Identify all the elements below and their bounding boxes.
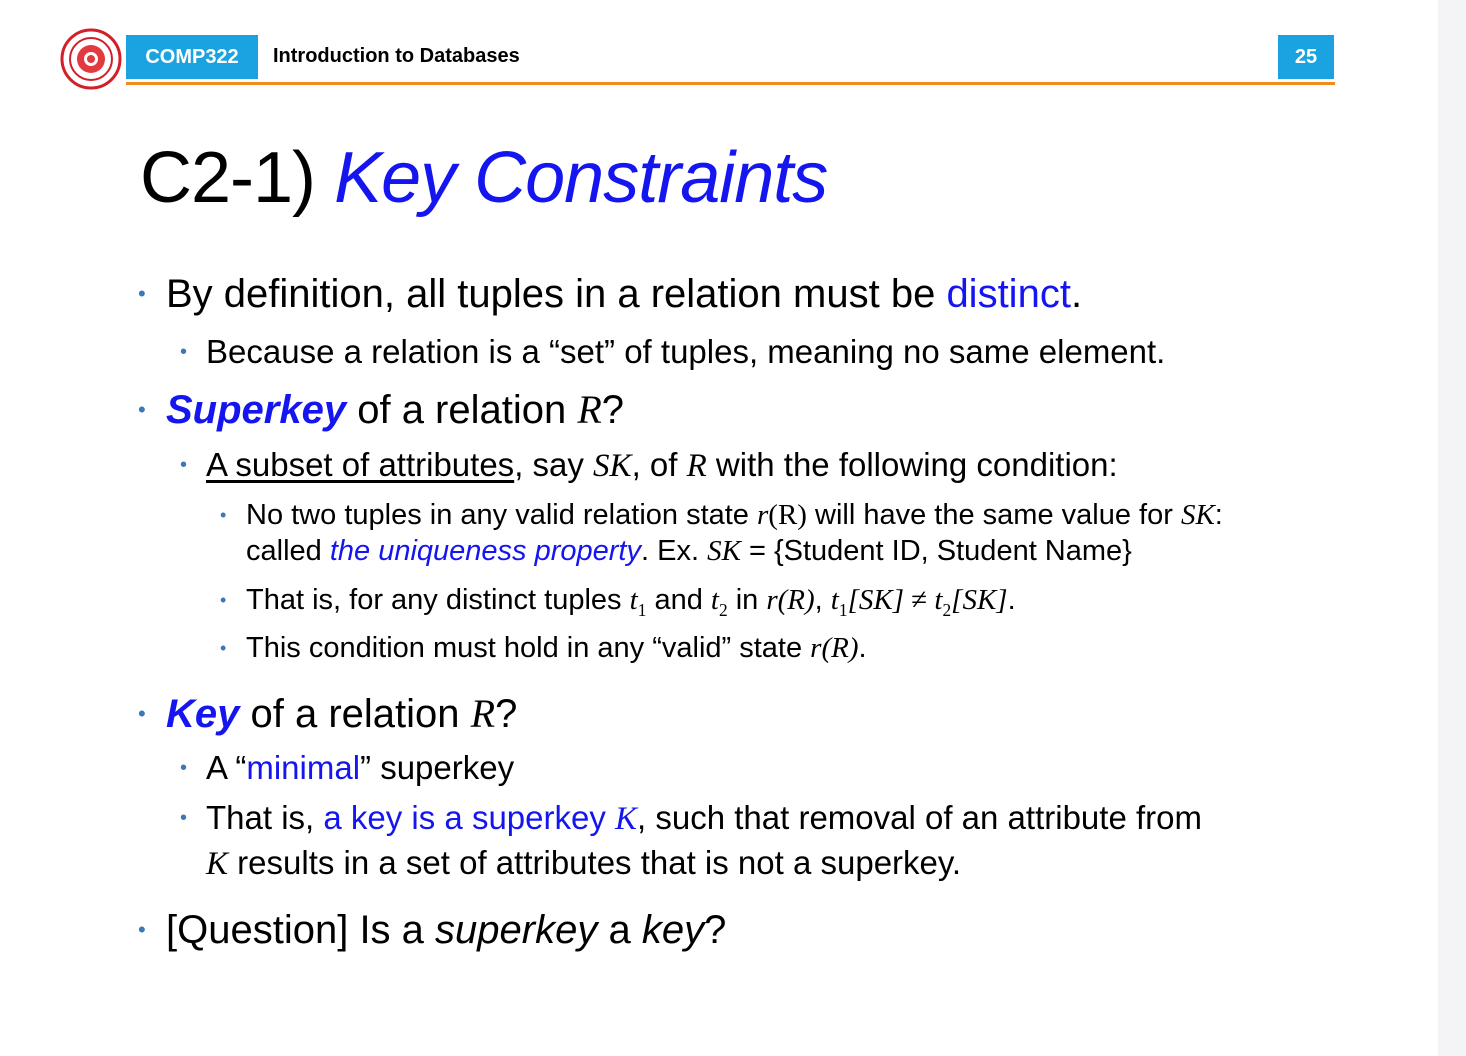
- bullet-dot: •: [220, 638, 227, 658]
- bullet-key-definition-line1: • That is, a key is a superkey K, such that removal of an attribute from: [180, 799, 1202, 837]
- bullet-uniqueness-line2: called the uniqueness property. Ex. SK = {Student ID, Student Name}: [246, 535, 1132, 567]
- university-seal-icon: [60, 28, 122, 90]
- course-name: Introduction to Databases: [273, 45, 520, 67]
- page-number-badge: 25: [1278, 35, 1334, 79]
- bullet-dot: •: [180, 757, 188, 779]
- bullet-distinct-tuples: • That is, for any distinct tuples $t_1$ and $t_2$ in r(R), $t_1[SK] \ne t_2[SK]$.: [220, 584, 1016, 620]
- bullet-dot: •: [220, 505, 227, 525]
- bullet-distinct: • By definition, all tuples in a relation must be distinct.: [138, 272, 1083, 316]
- bullet-key: • Key of a relation R?: [138, 691, 518, 736]
- title-accent: Key Constraints: [334, 138, 828, 218]
- bullet-dot: •: [180, 454, 188, 476]
- bullet-dot: •: [138, 397, 146, 422]
- bullet-minimal-superkey: • A “minimal” superkey: [180, 749, 515, 786]
- bullet-dot: •: [138, 917, 146, 942]
- bullet-superkey: • Superkey of a relation R?: [138, 387, 625, 432]
- bullet-dot: •: [138, 701, 146, 726]
- window-edge: [1438, 0, 1466, 1056]
- bullet-question: • [Question] Is a superkey a key?: [138, 908, 727, 952]
- bullet-valid-state: • This condition must hold in any “valid” state r(R).: [220, 632, 867, 664]
- bullet-set-of-tuples: • Because a relation is a “set” of tuples, meaning no same element.: [180, 333, 1166, 370]
- bullet-dot: •: [180, 807, 188, 829]
- bullet-dot: •: [180, 341, 188, 363]
- slide-title: [140, 136, 827, 220]
- bullet-dot: •: [220, 590, 227, 610]
- bullet-dot: •: [138, 281, 146, 306]
- header-divider: [126, 82, 1335, 85]
- title-prefix: C2-1): [140, 138, 316, 218]
- bullet-uniqueness-line1: • No two tuples in any valid relation state r(R) will have the same value for SK:: [220, 499, 1223, 531]
- course-code-badge: COMP322: [126, 35, 258, 79]
- bullet-subset-of-attributes: • A subset of attributes, say SK, of R with the following condition:: [180, 446, 1118, 484]
- bullet-key-definition-line2: K results in a set of attributes that is not a superkey.: [206, 844, 962, 882]
